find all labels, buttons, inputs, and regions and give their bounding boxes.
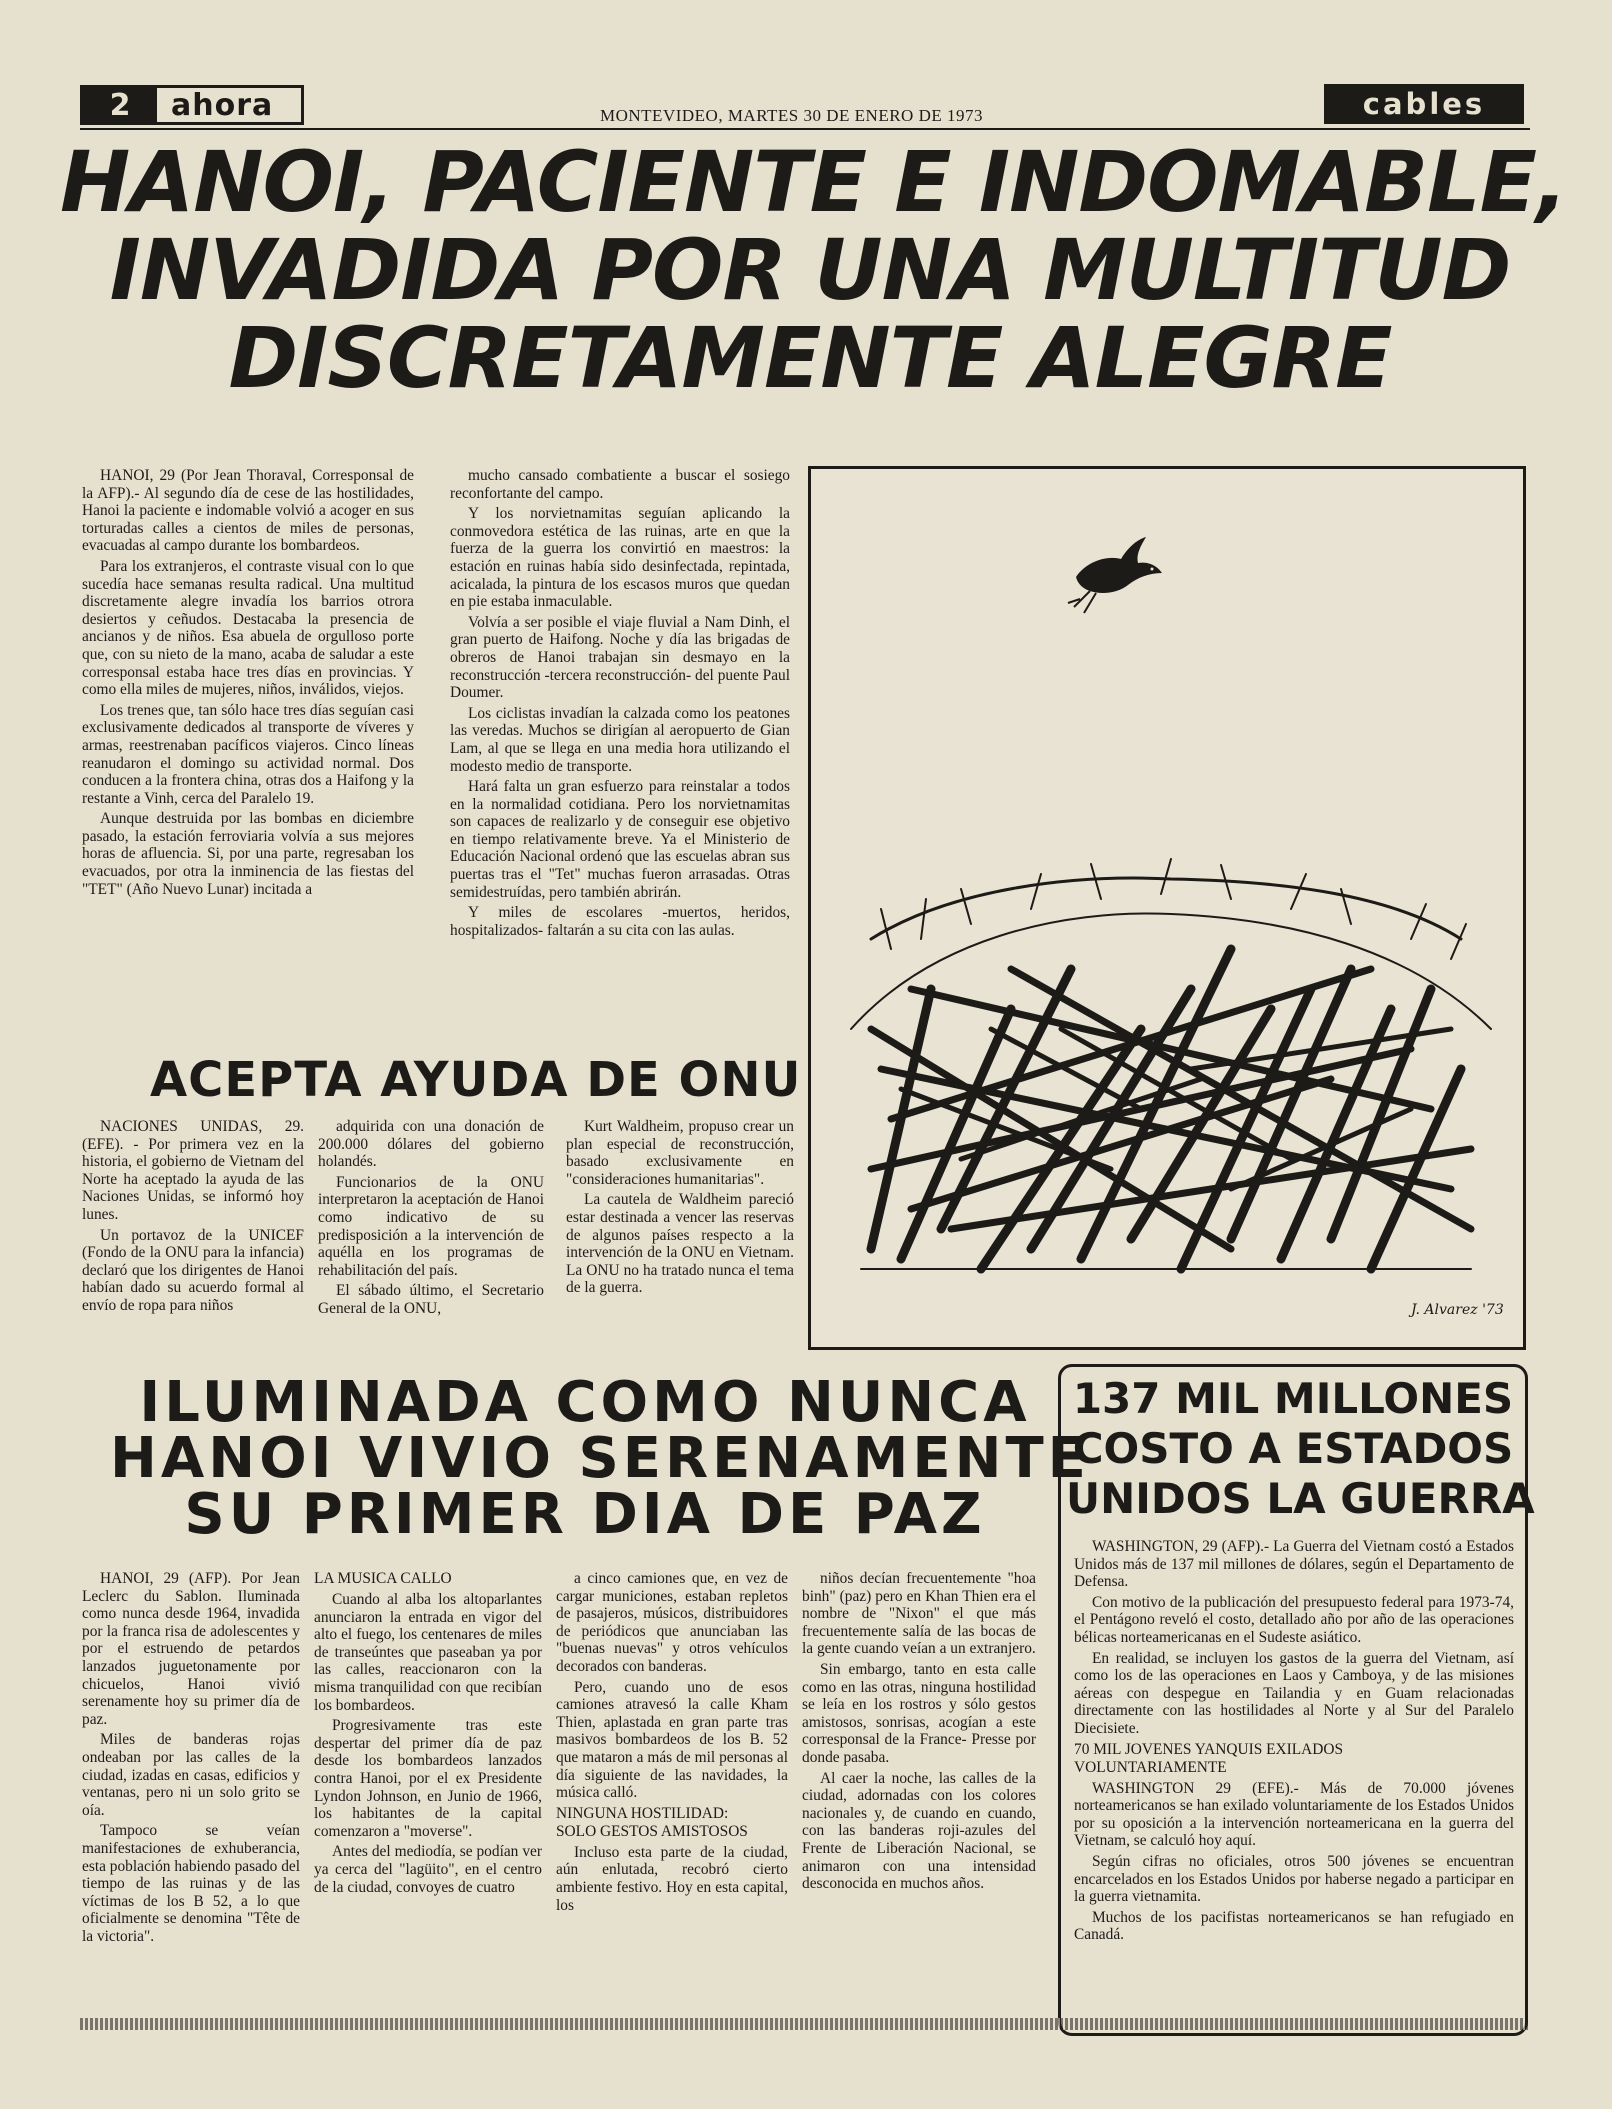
paragraph: Hará falta un gran esfuerzo para reinstalar a todos en la normalidad cotidiana. Pero los norvietnamitas son capaces de realizarlo y de conseguir ese objetivo en tiempo relativamente breve. Ya el Ministerio de Educación Nacional ordenó que las escuelas abran sus puertas tras el "Tet" muchas fueron arrasadas. Otras semidestruídas, pero también abrirán. — [450, 778, 790, 901]
paragraph: a cinco camiones que, en vez de cargar municiones, estaban repletos de pasajeros, músicos, distribuidores de periódicos que anunciaban las "buenas nuevas" y otros vehículos decorados con banderas. — [556, 1570, 788, 1675]
paragraph: NACIONES UNIDAS, 29. (EFE). - Por primera vez en la historia, el gobierno de Vietnam del Norte ha aceptado la ayuda de las Naciones Unidas, se informó hoy lunes. — [82, 1118, 304, 1223]
paragraph: niños decían frecuentemente "hoa binh" (paz) pero en Khan Thien era el nombre de "Nixon" el que más frecuentemente salía de las bocas de la gente cuando veían a un extranjero. — [802, 1570, 1036, 1658]
headline-line: COSTO A ESTADOS — [1072, 1424, 1514, 1473]
cost-headline — [1066, 1374, 1535, 1524]
paragraph: Y los norvietnamitas seguían aplicando la conmovedora estética de las ruinas, arte en que la fuerza de la guerra los convirtió en maestros: la estación en ruinas había sido desinfectada, repintada, acicalada, la pintura de los escasos muros que quedan en pie estaba inmaculable. — [450, 505, 790, 611]
subhead — [1074, 1741, 1514, 1777]
onu-col3 — [566, 1118, 794, 1300]
paragraph: Progresivamente tras este despertar del primer día de paz desde los bombardeos lanzados contra Hanoi, por el ex Presidente Lyndon Johnson, en Junio de 1966, los habitantes de la capital comenzaron a "moverse". — [314, 1717, 542, 1840]
main-story-col1 — [82, 467, 414, 901]
headline-line: HANOI VIVIO SERENAMENTE — [110, 1426, 1090, 1491]
subhead-line: 70 MIL JOVENES YANQUIS EXILADOS — [1074, 1740, 1344, 1758]
illustration-signature: J. Alvarez '73 — [1411, 1302, 1504, 1318]
paragraph: Antes del mediodía, se podían ver ya cerca del "lagüito", en el centro de la ciudad, convoyes de cuatro — [314, 1843, 542, 1896]
paragraph: WASHINGTON, 29 (AFP).- La Guerra del Vietnam costó a Estados Unidos más de 137 mil millones de dólares, según el Departamento de Defensa. — [1074, 1538, 1514, 1591]
illustration-frame — [808, 466, 1526, 1350]
main-story-col2 — [450, 467, 790, 942]
paragraph: Miles de banderas rojas ondeaban por las calles de la ciudad, izadas en casas, edificios y ventanas, pero ni un solo grito se oía. — [82, 1731, 300, 1819]
paragraph: Kurt Waldheim, propuso crear un plan especial de reconstrucción, basado exclusivamente en "consideraciones humanitarias". — [566, 1118, 794, 1188]
paragraph: Tampoco se veían manifestaciones de exhuberancia, esta población habiendo pasado del tiempo de las ruinas y de las víctimas de los B 52, a lo que oficialmente se denomina "Tête de la victoria". — [82, 1822, 300, 1945]
paragraph: Pero, cuando uno de esos camiones atravesó la calle Kham Thien, aplastada en gran parte tras masivos bombardeos de los B. 52 que mataron a más de mil personas al día siguiente de las navidades, la música calló. — [556, 1678, 788, 1802]
masthead-rule — [80, 128, 1530, 130]
paragraph: Un portavoz de la UNICEF (Fondo de la ONU para la infancia) declaró que los dirigentes de Hanoi habían dado su acuerdo formal al envío de ropa para niños — [82, 1226, 304, 1314]
paragraph: Para los extranjeros, el contraste visual con lo que sucedía hace semanas resulta radical. Una multitud discretamente alegre invadía los barrios otrora desiertos y ceñudos. Destacaba la presencia de ancianos y de niños. Esa abuela de orgulloso porte que, con su nieto de la mano, acaba de saludar a este corresponsal estaba hace tres días en provincias. Y como ella miles de mujeres, niños, inválidos, viejos. — [82, 557, 414, 699]
paragraph: Funcionarios de la ONU interpretaron la aceptación de Hanoi como indicativo de su predisposición a la intervención de aquélla en los programas de rehabilitación del país. — [318, 1173, 544, 1279]
subhead-line: VOLUNTARIAMENTE — [1074, 1758, 1227, 1776]
dove-icon — [1068, 537, 1162, 613]
section-tag: cables — [1324, 84, 1524, 124]
paragraph: Muchos de los pacifistas norteamericanos se han refugiado en Canadá. — [1074, 1908, 1514, 1944]
headline-line: DISCRETAMENTE ALEGRE — [228, 309, 1392, 407]
rubble-dove-illustration — [811, 469, 1523, 1347]
paragraph: mucho cansado combatiente a buscar el sosiego reconfortante del campo. — [450, 467, 790, 502]
paragraph: HANOI, 29 (Por Jean Thoraval, Corresponsal de la AFP).- Al segundo día de cese de las hostilidades, Hanoi la paciente e indomable volvió a acoger en sus torturadas calles a cientos de miles de personas, evacuadas al campo durante los bombardeos. — [82, 467, 414, 555]
subhead: LA MUSICA CALLO — [314, 1570, 452, 1587]
paragraph: Los ciclistas invadían la calzada como los peatones las veredas. Muchos se dirigían al aeropuerto de Gian Lam, al que se llega en una media hora utilizando el modesto medio de transporte. — [450, 704, 790, 775]
paragraph: Volvía a ser posible el viaje fluvial a Nam Dinh, el gran puerto de Haifong. Noche y día las brigadas de obreros de Hanoi trabajan sin desmayo en la reconstrucción -tercera reconstrucción- del puente Paul Doumer. — [450, 613, 790, 702]
dateline: MONTEVIDEO, MARTES 30 DE ENERO DE 1973 — [600, 106, 983, 125]
paragraph: Con motivo de la publicación del presupuesto federal para 1973-74, el Pentágono reveló el costo, detallado año por año de las operaciones bélicas norteamericanas en el Sudeste asiático. — [1074, 1593, 1514, 1646]
publication-name: ahora — [171, 87, 274, 123]
peace-headline — [110, 1370, 1090, 1547]
headline-line: ILUMINADA COMO NUNCA — [139, 1370, 1031, 1435]
peace-col1 — [82, 1570, 300, 1948]
onu-col1 — [82, 1118, 304, 1318]
paragraph: HANOI, 29 (AFP). Por Jean Leclerc du Sablon. Iluminada como nunca desde 1964, invadida por la franca risa de adolescentes y por el estruendo de petardos lanzados juguetonamente por chicuelos, Hanoi vivió serenamente hoy su primer día de paz. — [82, 1570, 300, 1728]
subhead-line: SOLO GESTOS AMISTOSOS — [556, 1822, 748, 1840]
paragraph: Y miles de escolares -muertos, heridos, hospitalizados- faltarán a su cita con las aulas. — [450, 904, 790, 939]
subhead-line: NINGUNA HOSTILIDAD: — [556, 1804, 729, 1822]
page-number: 2 — [83, 88, 157, 122]
subhead — [556, 1805, 788, 1841]
headline-line: SU PRIMER DIA DE PAZ — [184, 1482, 986, 1547]
paragraph: Sin embargo, tanto en esta calle como en las otras, ninguna hostilidad se leía en los rostros y sólo gestos amistosos, sonrisas, acogían a este corresponsal de la France- Presse por donde pasaba. — [802, 1660, 1036, 1766]
paragraph: WASHINGTON 29 (EFE).- Más de 70.000 jóvenes norteamericanos se han exilado voluntariamente de los Estados Unidos por su oposición a la intervención norteamericana en la guerra del Vietnam, se calculó hoy aquí. — [1074, 1779, 1514, 1850]
peace-col4 — [802, 1570, 1036, 1896]
headline-line: 137 MIL MILLONES — [1072, 1374, 1514, 1423]
cost-story-text — [1074, 1538, 1514, 1947]
peace-col3 — [556, 1570, 788, 1917]
headline-line: UNIDOS LA GUERRA — [1066, 1474, 1535, 1523]
headline-line: HANOI, PACIENTE E INDOMABLE, — [60, 133, 1567, 231]
paragraph: Los trenes que, tan sólo hace tres días seguían casi exclusivamente dedicados al transporte de víveres y armas, reestrenaban pacíficos viajeros. Cinco líneas reanudaron el domingo su actividad normal. Dos conducen a la frontera china, otras dos a Haifong y la restante a Vinh, cerca del Paralelo 19. — [82, 701, 414, 807]
paragraph: adquirida con una donación de 200.000 dólares del gobierno holandés. — [318, 1118, 544, 1171]
paragraph: Aunque destruida por las bombas en diciembre pasado, la estación ferroviaria volvía a sus mejores horas de afluencia. Si, por una parte, regresaban los evacuados, por otra la inminencia de las fiestas del "TET" (Año Nuevo Lunar) incitada a — [82, 810, 414, 898]
main-headline — [60, 133, 1567, 407]
bottom-bleed-strip — [80, 2018, 1530, 2030]
paragraph: El sábado último, el Secretario General de la ONU, — [318, 1282, 544, 1317]
paragraph: En realidad, se incluyen los gastos de la guerra del Vietnam, así como los de las operaciones en Laos y Camboya, y de las misiones aéreas con despegue en Tailandia y en Guam relacionadas directamente con las hostilidades al Norte y al Sur del Paralelo Diecisiete. — [1074, 1649, 1514, 1737]
paragraph: La cautela de Waldheim pareció estar destinada a vencer las reservas de algunos países respecto a la intervención de la ONU en Vietnam. La ONU no ha tratado nunca el tema de la guerra. — [566, 1191, 794, 1297]
paragraph: Según cifras no oficiales, otros 500 jóvenes se encuentran encarcelados en los Estados Unidos por haberse negado a participar en la guerra vietnamita. — [1074, 1852, 1514, 1906]
paragraph: Cuando al alba los altoparlantes anunciaron la entrada en vigor del alto el fuego, los centenares de miles de transeúntes que paseaban ya por las calles, reaccionaron con la misma tranquilidad con que recibían los bombardeos. — [314, 1591, 542, 1714]
peace-col2 — [314, 1570, 542, 1899]
onu-col2 — [318, 1118, 544, 1321]
onu-headline: ACEPTA AYUDA DE ONU — [150, 1052, 802, 1108]
rubble-pile — [851, 859, 1491, 1269]
paragraph: Incluso esta parte de la ciudad, aún enlutada, recobró cierto ambiente festivo. Hoy en esta capital, los — [556, 1843, 788, 1914]
headline-line: INVADIDA POR UNA MULTITUD — [109, 221, 1511, 319]
paragraph: Al caer la noche, las calles de la ciudad, adornadas con los colores nacionales y, de cuando en cuando, con las banderas roji-azules del Frente de Liberación Nacional, se animaron con una intensidad desconocida en muchos años. — [802, 1769, 1036, 1893]
masthead-logo — [80, 85, 304, 125]
